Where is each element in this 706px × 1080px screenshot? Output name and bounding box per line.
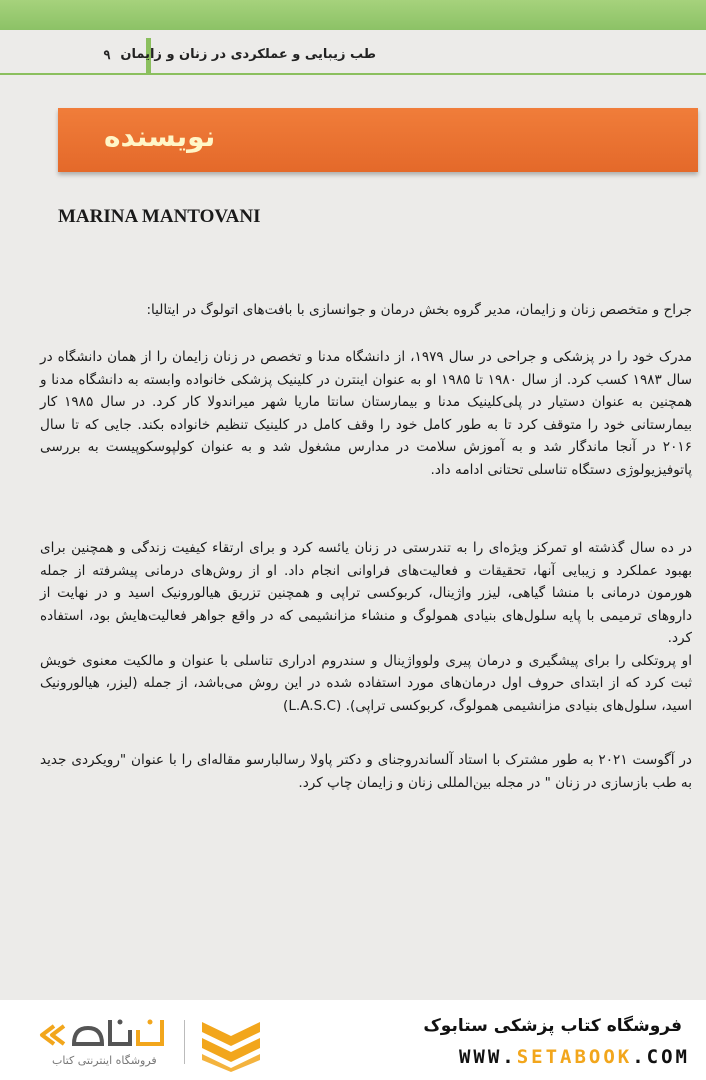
store-url[interactable] [459,1046,690,1068]
url-brand: SETABOOK [516,1046,633,1068]
education-section [40,346,692,481]
section-title: نویسنده [104,120,216,153]
author-name: MARINA MANTOVANI [58,206,261,227]
top-color-band [0,0,706,30]
author-intro [40,299,692,322]
page-number: ۹ [103,48,111,63]
protocol-paragraph: او پروتکلی را برای پیشگیری و درمان پیری ولوواژینال و سندروم ادراری تناسلی با عنوان و مالکیت معنوی خویش ثبت کرد که از ابتدای حروف اول درمان‌های مورد استفاده شده در این روش می‌باشد، از جمله (لیزر، هیالورونیک اسید، سلول‌های بنیادی مزانشیمی همولوگ، کربوکسی تراپی). (L.A.S.C) [40,652,692,714]
research-paragraph: در ده سال گذشته او تمرکز ویژه‌ای را به تندرستی در زنان یائسه کرد و برای ارتقاء کیفیت زندگی و همچنین برای بهبود عملکرد و زیبایی آنها، تحقیقات و فعالیت‌های فراوانی انجام داد. او از روش‌های درمانی پیشرفته از جمله هورمون درمانی با منشا گیاهی، لیزر واژینال، کربوکسی تراپی و همچنین تزریق هیالورونیک اسید و در نهایت از داروهای ترمیمی با پایه سلول‌های بنیادی همولوگ و منشاء مزانشیمی که در واقع جواهر فعالیت‌هایش بود، استفاده کرد. [40,540,692,646]
url-suffix: .COM [632,1046,690,1068]
running-header [0,38,706,74]
publication-paragraph: در آگوست ۲۰۲۱ به طور مشترک با استاد آلساندروجنای و دکتر پاولا رسالبارسو مقاله‌ای را با عنوان "رویکردی جدید به طب بازسازی در زنان " در مجله بین‌المللی زنان و زایمان چاپ کرد. [40,752,692,791]
book-chevron-logo-icon [196,1014,266,1072]
logo-divider [184,1020,185,1064]
section-banner [58,108,698,172]
store-name: فروشگاه کتاب پزشکی ستابوک [423,1016,682,1036]
header-underline [0,73,706,75]
education-paragraph: مدرک خود را در پزشکی و جراحی در سال ۱۹۷۹، از دانشگاه مدنا و تخصص در زنان زایمان را از همان دانشگاه در سال ۱۹۸۳ کسب کرد. از سال ۱۹۸۰ تا ۱۹۸۵ او به عنوان اینترن در کلینیک پزشکی خانواده وابسته به دانشگاه مدنا و همچنین به عنوان دستیار در پلی‌کلینیک مدنا و بیمارستان سانتا ماریا شهر میراندولا کار کرد. در سال ۱۹۸۵ کار بیمارستانی خود را متوقف کرد تا به طور کامل خود را وقف کامل در کلینیک تنظیم خانواده بکند. جایی که تا سال ۲۰۱۶ در آنجا ماندگار شد و به آموزش سلامت در مدارس مشغول شد و به عنوان کولپوسکوپیست به بررسی پاتوفیزیولوژی دستگاه تناسلی تحتانی ادامه داد. [40,349,692,478]
running-title: طب زیبایی و عملکردی در زنان و زایمان [120,47,376,62]
publication-section [40,749,692,794]
logo-subtitle: فروشگاه اینترنتی کتاب [52,1054,157,1067]
intro-paragraph: جراح و متخصص زنان و زایمان، مدیر گروه بخش درمان و جوانسازی با بافت‌های اتولوگ در ایتالیا: [146,302,692,318]
store-footer [0,1000,706,1080]
setabook-wordmark-logo [34,1014,174,1056]
url-prefix: WWW. [458,1046,517,1068]
research-section [40,537,692,717]
